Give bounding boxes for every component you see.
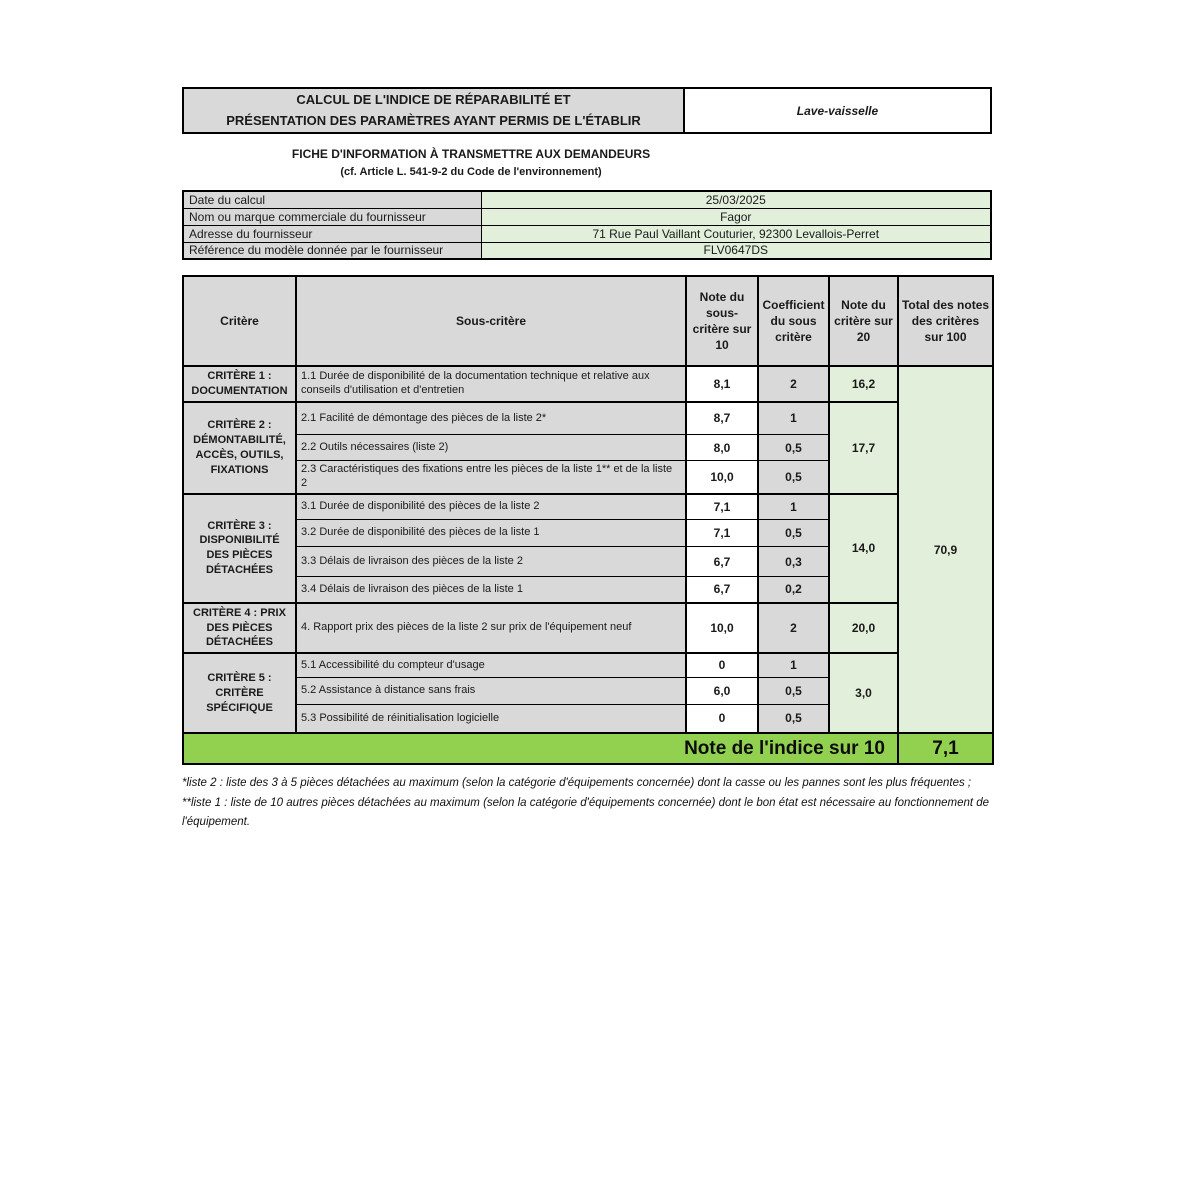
note-5-2: 6,0 xyxy=(686,677,758,704)
criterion-3-score20: 14,0 xyxy=(829,494,898,603)
header-coefficient: Coefficient du sous critère xyxy=(758,276,829,366)
coef-3-4: 0,2 xyxy=(758,577,829,603)
info-label-date: Date du calcul xyxy=(183,191,481,208)
supplier-info-table xyxy=(182,190,992,260)
coef-2-3: 0,5 xyxy=(758,461,829,494)
note-3-4: 6,7 xyxy=(686,577,758,603)
criterion-1-label: CRITÈRE 1 : DOCUMENTATION xyxy=(183,366,296,402)
header-total-sur-100: Total des notes des critères sur 100 xyxy=(898,276,993,366)
final-index-label: Note de l'indice sur 10 xyxy=(183,733,898,764)
sub-criterion-3-2: 3.2 Durée de disponibilité des pièces de la liste 1 xyxy=(296,520,686,547)
coef-3-2: 0,5 xyxy=(758,520,829,547)
sub-criterion-5-3: 5.3 Possibilité de réinitialisation logicielle xyxy=(296,704,686,733)
sub-criterion-2-3: 2.3 Caractéristiques des fixations entre les pièces de la liste 1** et de la liste 2 xyxy=(296,461,686,494)
info-label-model: Référence du modèle donnée par le fournisseur xyxy=(183,242,481,259)
table-row xyxy=(183,402,993,435)
criteria-header-row xyxy=(183,276,993,366)
info-row-date xyxy=(183,191,991,208)
footnote-liste2: *liste 2 : liste des 3 à 5 pièces détachées au maximum (selon la catégorie d'équipements concernée) dont la casse ou les pannes sont les plus fréquentes ; xyxy=(182,777,972,790)
coef-3-1: 1 xyxy=(758,494,829,520)
note-2-2: 8,0 xyxy=(686,435,758,461)
note-2-1: 8,7 xyxy=(686,402,758,435)
sub-criterion-2-2: 2.2 Outils nécessaires (liste 2) xyxy=(296,435,686,461)
subheader xyxy=(182,147,760,178)
criterion-4-score20: 20,0 xyxy=(829,603,898,654)
footnote-liste1: **liste 1 : liste de 10 autres pièces détachées au maximum (selon la catégorie d'équipements concernée) dont le bon état est nécessaire au fonctionnement de l'équipement. xyxy=(182,796,990,829)
coef-2-1: 1 xyxy=(758,402,829,435)
note-2-3: 10,0 xyxy=(686,461,758,494)
coef-5-1: 1 xyxy=(758,653,829,677)
info-value-date: 25/03/2025 xyxy=(481,191,991,208)
footnotes xyxy=(182,774,992,833)
note-3-2: 7,1 xyxy=(686,520,758,547)
coef-1-1: 2 xyxy=(758,366,829,402)
criterion-4-label: CRITÈRE 4 : PRIX DES PIÈCES DÉTACHÉES xyxy=(183,603,296,654)
info-value-model: FLV0647DS xyxy=(481,242,991,259)
subheader-line2: (cf. Article L. 541-9-2 du Code de l'environnement) xyxy=(340,166,602,178)
sub-criterion-5-2: 5.2 Assistance à distance sans frais xyxy=(296,677,686,704)
final-index-value: 7,1 xyxy=(898,733,993,764)
coef-5-2: 0,5 xyxy=(758,677,829,704)
subheader-line1: FICHE D'INFORMATION À TRANSMETTRE AUX DEMANDEURS xyxy=(291,147,651,161)
sub-criterion-3-3: 3.3 Délais de livraison des pièces de la liste 2 xyxy=(296,547,686,577)
note-3-1: 7,1 xyxy=(686,494,758,520)
document-title-line2: PRÉSENTATION DES PARAMÈTRES AYANT PERMIS DE L'ÉTABLIR xyxy=(226,112,641,128)
criterion-2-score20: 17,7 xyxy=(829,402,898,494)
criterion-5-score20: 3,0 xyxy=(829,653,898,733)
document-content xyxy=(182,87,992,833)
sub-criterion-3-1: 3.1 Durée de disponibilité des pièces de la liste 2 xyxy=(296,494,686,520)
coef-3-3: 0,3 xyxy=(758,547,829,577)
criterion-2-label: CRITÈRE 2 : DÉMONTABILITÉ, ACCÈS, OUTILS, FIXATIONS xyxy=(183,402,296,494)
coef-5-3: 0,5 xyxy=(758,704,829,733)
header-sous-critere: Sous-critère xyxy=(296,276,686,366)
info-row-model xyxy=(183,242,991,259)
info-row-address xyxy=(183,225,991,242)
note-3-3: 6,7 xyxy=(686,547,758,577)
sub-criterion-4: 4. Rapport prix des pièces de la liste 2 sur prix de l'équipement neuf xyxy=(296,603,686,654)
coef-2-2: 0,5 xyxy=(758,435,829,461)
note-4: 10,0 xyxy=(686,603,758,654)
criteria-table xyxy=(182,275,994,765)
info-label-brand: Nom ou marque commerciale du fournisseur xyxy=(183,208,481,225)
title-bar xyxy=(182,87,992,134)
document-title-line1: CALCUL DE L'INDICE DE RÉPARABILITÉ ET xyxy=(296,92,571,108)
criterion-1-score20: 16,2 xyxy=(829,366,898,402)
table-row xyxy=(183,366,993,402)
table-row xyxy=(183,494,993,520)
info-label-address: Adresse du fournisseur xyxy=(183,225,481,242)
sub-criterion-2-1: 2.1 Facilité de démontage des pièces de la liste 2* xyxy=(296,402,686,435)
note-1-1: 8,1 xyxy=(686,366,758,402)
note-5-3: 0 xyxy=(686,704,758,733)
criterion-3-label: CRITÈRE 3 : DISPONIBILITÉ DES PIÈCES DÉTACHÉES xyxy=(183,494,296,603)
final-index-row xyxy=(183,733,993,764)
criterion-5-label: CRITÈRE 5 : CRITÈRE SPÉCIFIQUE xyxy=(183,653,296,733)
total-score-100: 70,9 xyxy=(898,366,993,733)
product-category-box xyxy=(683,87,992,134)
info-row-brand xyxy=(183,208,991,225)
table-row xyxy=(183,603,993,654)
note-5-1: 0 xyxy=(686,653,758,677)
header-note-sur-20: Note du critère sur 20 xyxy=(829,276,898,366)
header-note-sur-10: Note du sous-critère sur 10 xyxy=(686,276,758,366)
header-critere: Critère xyxy=(183,276,296,366)
sub-criterion-5-1: 5.1 Accessibilité du compteur d'usage xyxy=(296,653,686,677)
info-value-brand: Fagor xyxy=(481,208,991,225)
sub-criterion-3-4: 3.4 Délais de livraison des pièces de la liste 1 xyxy=(296,577,686,603)
info-value-address: 71 Rue Paul Vaillant Couturier, 92300 Levallois-Perret xyxy=(481,225,991,242)
sub-criterion-1-1: 1.1 Durée de disponibilité de la documentation technique et relative aux conseils d'utilisation et d'entretien xyxy=(296,366,686,402)
coef-4: 2 xyxy=(758,603,829,654)
table-row xyxy=(183,653,993,677)
product-category-label: Lave-vaisselle xyxy=(796,103,879,118)
document-title xyxy=(182,87,685,134)
